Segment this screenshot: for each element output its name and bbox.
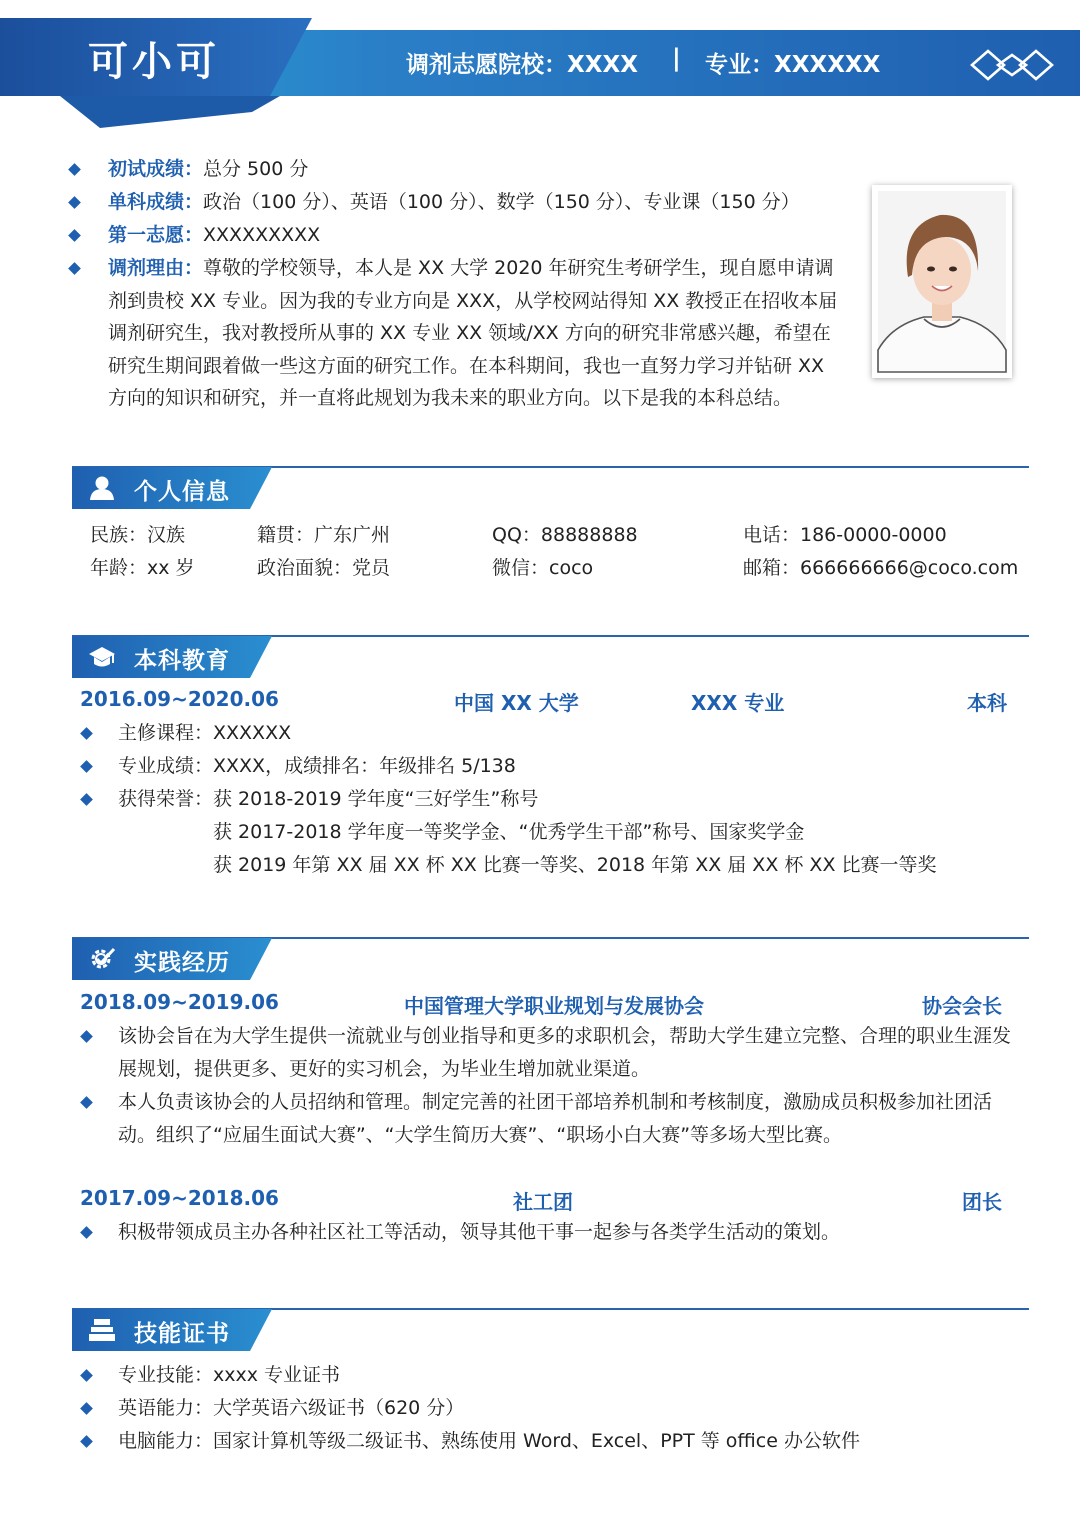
profile-photo [872, 185, 1012, 378]
info-ethnicity: 民族：汉族 [90, 524, 186, 546]
target-school: 调剂志愿院校：XXXX [406, 52, 638, 78]
info-email: 邮箱：666666666@coco.com [743, 557, 1019, 579]
bullet-icon [68, 163, 81, 176]
education-date: 2016.09~2020.06 [80, 687, 279, 711]
practice-organization: 社工团 [513, 1190, 573, 1214]
applicant-name: 可小可 [88, 39, 220, 85]
target-major: 专业：XXXXXX [705, 52, 881, 78]
education-school: 中国 XX 大学 [454, 691, 579, 715]
bullet-icon [80, 1226, 93, 1239]
header-separator: | [672, 44, 681, 72]
section-title-education: 本科教育 [134, 648, 230, 674]
practice-description: 积极带领成员主办各种社区社工等活动，领导其他干事一起参与各类学生活动的策划。 [118, 1221, 841, 1243]
practice-date: 2018.09~2019.06 [80, 990, 279, 1014]
info-wechat: 微信：coco [492, 557, 594, 579]
info-age: 年龄：xx 岁 [90, 557, 195, 579]
bullet-icon [80, 1402, 93, 1415]
education-ranking: 专业成绩：XXXX，成绩排名：年级排名 5/138 [118, 755, 516, 777]
summary-first-choice: 第一志愿：XXXXXXXXX [108, 224, 321, 246]
section-title-skills: 技能证书 [134, 1321, 230, 1347]
skill-item: 专业技能：xxxx 专业证书 [118, 1364, 341, 1386]
education-courses: 主修课程：XXXXXX [118, 722, 292, 744]
honor-item: 获 2019 年第 XX 届 XX 杯 XX 比赛一等奖、2018 年第 XX 届 XX 杯 XX 比赛一等奖 [213, 854, 937, 876]
education-major: XXX 专业 [691, 691, 785, 715]
honor-item: 获 2018-2019 学年度“三好学生”称号 [213, 788, 539, 810]
education-degree: 本科 [967, 691, 1007, 715]
bullet-icon [80, 1030, 93, 1043]
bullet-icon [68, 262, 81, 275]
info-political-status: 政治面貌：党员 [257, 557, 391, 579]
practice-role: 团长 [962, 1190, 1002, 1214]
practice-role: 协会会长 [922, 994, 1002, 1018]
bullet-icon [80, 727, 93, 740]
summary-reason: 调剂理由：尊敬的学校领导，本人是 XX 大学 2020 年研究生考研学生，现自愿申请调剂到贵校 XX 专业。因为我的专业方向是 XXX，从学校网站得知 XX 教授正在招收本届调剂研究生，我对教授所从事的 XX 专业 XX 领域/XX 方向的研究非常感兴趣，希望在研究生期间跟着做一些这方面的研究工作。在本科期间，我也一直努力学习并钻研 XX 方向的知识和研究，并一直将此规划为我未来的职业方向。以下是我的本科总结。 [108, 257, 838, 410]
summary-subject-scores: 单科成绩：政治（100 分）、英语（100 分）、数学（150 分）、专业课（150 分） [108, 191, 800, 213]
education-honors-label: 获得荣誉： [118, 788, 214, 810]
info-hometown: 籍贯：广东广州 [257, 524, 391, 546]
diamond-ornament-icon [970, 46, 1054, 84]
bullet-icon [68, 229, 81, 242]
info-qq: QQ：88888888 [492, 524, 638, 546]
skill-item: 电脑能力：国家计算机等级二级证书、熟练使用 Word、Excel、PPT 等 office 办公软件 [118, 1430, 860, 1452]
gear-check-icon [88, 946, 116, 972]
summary-total-score: 初试成绩：总分 500 分 [108, 158, 309, 180]
practice-organization: 中国管理大学职业规划与发展协会 [404, 994, 704, 1018]
practice-date: 2017.09~2018.06 [80, 1186, 279, 1210]
bullet-icon [80, 1369, 93, 1382]
graduation-cap-icon [88, 644, 116, 670]
practice-description: 本人负责该协会的人员招纳和管理。制定完善的社团干部培养机制和考核制度，激励成员积极参加社团活动。组织了“应届生面试大赛”、“大学生简历大赛”、“职场小白大赛”等多场大型比赛。 [118, 1091, 993, 1146]
certificate-icon [88, 1317, 116, 1343]
bullet-icon [80, 793, 93, 806]
portrait-image [872, 185, 1012, 378]
user-icon [88, 475, 116, 501]
bullet-icon [80, 1435, 93, 1448]
bullet-icon [68, 196, 81, 209]
honor-item: 获 2017-2018 学年度一等奖学金、“优秀学生干部”称号、国家奖学金 [213, 821, 805, 843]
bullet-icon [80, 1096, 93, 1109]
info-phone: 电话：186-0000-0000 [743, 524, 947, 546]
bullet-icon [80, 760, 93, 773]
skill-item: 英语能力：大学英语六级证书（620 分） [118, 1397, 465, 1419]
section-title-personal: 个人信息 [134, 479, 230, 505]
practice-description: 该协会旨在为大学生提供一流就业与创业指导和更多的求职机会，帮助大学生建立完整、合理的职业生涯发展规划，提供更多、更好的实习机会，为毕业生增加就业渠道。 [118, 1025, 1012, 1080]
section-title-practice: 实践经历 [134, 950, 230, 976]
